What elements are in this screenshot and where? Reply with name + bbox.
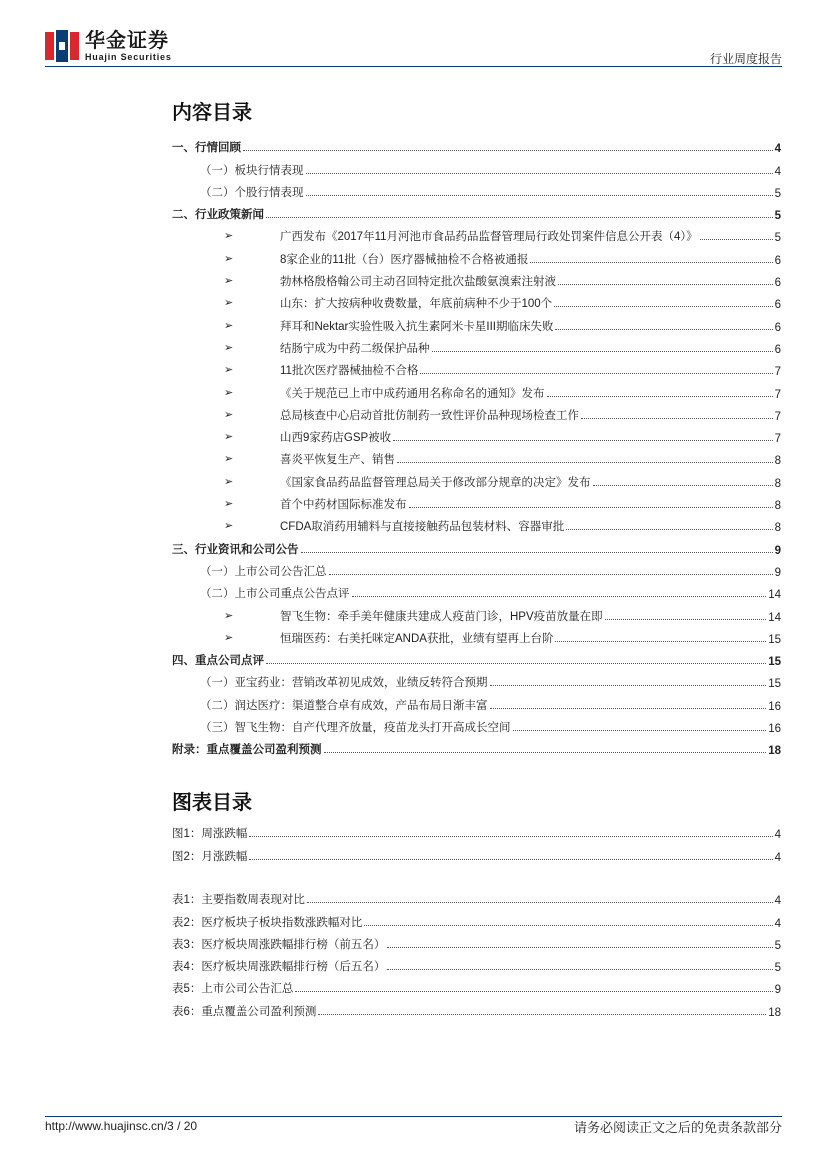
toc-entry-text: 总局核查中心启动首批仿制药一致性评价品种现场检查工作: [280, 409, 579, 422]
dot-leader: [605, 619, 767, 620]
logo-chinese-name: 华金证券: [85, 30, 169, 52]
logo-english-name: Huajin Securities: [85, 52, 172, 62]
toc-page-number: 6: [774, 277, 781, 290]
toc-entry[interactable]: [172, 445, 781, 467]
table-entry-page-number: 4: [774, 917, 781, 930]
toc-entry-text: （一）上市公司公告汇总: [200, 565, 327, 578]
toc-page-number: 18: [768, 745, 781, 758]
toc-entry-text: （二）个股行情表现: [200, 186, 304, 199]
toc-page-number: 15: [768, 633, 781, 646]
dot-leader: [266, 217, 773, 218]
toc-entry-text: 11批次医疗器械抽检不合格: [280, 365, 419, 378]
toc-entry-text: 拜耳和Nektar实验性吸入抗生素阿米卡星III期临床失败: [280, 320, 554, 333]
arrow-bullet-icon: ➢: [224, 341, 234, 354]
toc-entry[interactable]: [172, 222, 781, 244]
figure-entry-page-number: 4: [774, 829, 781, 842]
toc-entry[interactable]: [172, 133, 781, 155]
toc-page-number: 16: [768, 723, 781, 736]
toc-entry[interactable]: [172, 646, 781, 668]
table-entry-text: 表1：主要指数周表现对比: [172, 894, 305, 907]
toc-entry-text: 勃林格殷格翰公司主动召回特定批次盐酸氨溴索注射液: [280, 276, 556, 289]
toc-page-number: 7: [774, 410, 781, 423]
figure-entry[interactable]: [172, 841, 781, 863]
toc-page-number: 6: [774, 321, 781, 334]
arrow-bullet-icon: ➢: [224, 498, 234, 511]
page-header: [45, 22, 782, 70]
toc-entry[interactable]: [172, 624, 781, 646]
dot-leader: [547, 396, 773, 397]
table-entry-page-number: 4: [774, 895, 781, 908]
table-entry[interactable]: [172, 952, 781, 974]
toc-entry[interactable]: [172, 668, 781, 690]
dot-leader: [324, 752, 767, 753]
dot-leader: [266, 663, 766, 664]
toc-page-number: 15: [768, 656, 781, 669]
table-entry-page-number: 5: [774, 962, 781, 975]
toc-page-number: 14: [768, 589, 781, 602]
arrow-bullet-icon: ➢: [224, 631, 234, 644]
dot-leader: [249, 859, 772, 860]
dot-leader: [420, 373, 772, 374]
header-divider: [45, 66, 782, 67]
dot-leader: [513, 730, 767, 731]
toc-page-number: 5: [774, 232, 781, 245]
toc-page-number: 8: [774, 455, 781, 468]
toc-entry-text: 结肠宁成为中药二级保护品种: [280, 342, 430, 355]
toc-entry-text: （二）上市公司重点公告点评: [200, 588, 350, 601]
toc-entry[interactable]: [172, 690, 781, 712]
dot-leader: [387, 947, 772, 948]
toc-entry-text: （一）亚宝药业：营销改革初见成效，业绩反转符合预期: [200, 677, 488, 690]
dot-leader: [307, 902, 773, 903]
toc-page-number: 8: [774, 500, 781, 513]
toc-entry-text: （二）润达医疗：渠道整合卓有成效，产品布局日渐丰富: [200, 699, 488, 712]
dot-leader: [352, 596, 767, 597]
toc-page-number: 4: [774, 165, 781, 178]
toc-entry-text: 一、行情回顾: [172, 142, 241, 155]
arrow-bullet-icon: ➢: [224, 408, 234, 421]
toc-entry[interactable]: [172, 401, 781, 423]
arrow-bullet-icon: ➢: [224, 609, 234, 622]
dot-leader: [397, 462, 773, 463]
toc-entry-text: 恒瑞医药：右美托咪定ANDA获批，业绩有望再上台阶: [280, 632, 554, 645]
dot-leader: [432, 351, 773, 352]
dot-leader: [566, 529, 772, 530]
arrow-bullet-icon: ➢: [224, 230, 234, 243]
toc-entry-text: 三、行业资讯和公司公告: [172, 543, 299, 556]
table-entry-page-number: 18: [768, 1006, 781, 1019]
arrow-bullet-icon: ➢: [224, 252, 234, 265]
table-of-contents: [172, 133, 781, 757]
arrow-bullet-icon: ➢: [224, 364, 234, 377]
table-entry[interactable]: [172, 907, 781, 929]
toc-entry[interactable]: [172, 423, 781, 445]
table-entry[interactable]: [172, 974, 781, 996]
toc-entry[interactable]: [172, 557, 781, 579]
arrow-bullet-icon: ➢: [224, 386, 234, 399]
table-entry-text: 表3：医疗板块周涨跌幅排行榜（前五名）: [172, 938, 386, 951]
table-entry-page-number: 5: [774, 939, 781, 952]
toc-entry[interactable]: [172, 512, 781, 534]
dot-leader: [318, 1014, 766, 1015]
toc-entry-text: （三）智飞生物：自产代理齐放量，疫苗龙头打开高成长空间: [200, 722, 511, 735]
toc-page-number: 15: [768, 678, 781, 691]
toc-entry-text: CFDA取消药用辅料与直接接触药品包装材料、容器审批: [280, 521, 565, 534]
figure-list: [172, 819, 781, 864]
toc-entry[interactable]: [172, 467, 781, 489]
toc-page-number: 9: [774, 544, 781, 557]
toc-entry[interactable]: [172, 267, 781, 289]
dot-leader: [329, 574, 773, 575]
footer-disclaimer: 请务必阅读正文之后的免责条款部分: [573, 1120, 782, 1135]
toc-entry[interactable]: [172, 378, 781, 400]
toc-entry[interactable]: [172, 200, 781, 222]
figure-entry-text: 图2：月涨跌幅: [172, 850, 248, 863]
toc-entry-text: 山东：扩大按病种收费数量，年底前病种不少于100个: [280, 298, 553, 311]
figure-entry-page-number: 4: [774, 851, 781, 864]
dot-leader: [530, 262, 772, 263]
dot-leader: [554, 306, 772, 307]
toc-entry[interactable]: [172, 713, 781, 735]
figure-entry-text: 图1：周涨跌幅: [172, 828, 248, 841]
dot-leader: [393, 440, 772, 441]
toc-entry-text: 首个中药材国际标准发布: [280, 499, 407, 512]
toc-entry[interactable]: [172, 490, 781, 512]
dot-leader: [581, 418, 773, 419]
toc-entry[interactable]: [172, 334, 781, 356]
dot-leader: [243, 150, 773, 151]
dot-leader: [700, 239, 773, 240]
toc-page-number: 4: [774, 143, 781, 156]
dot-leader: [301, 552, 773, 553]
arrow-bullet-icon: ➢: [224, 431, 234, 444]
toc-entry-text: 《国家食品药品监督管理总局关于修改部分规章的决定》发布: [280, 476, 591, 489]
dot-leader: [409, 507, 773, 508]
toc-entry-text: 喜炎平恢复生产、销售: [280, 454, 395, 467]
toc-entry-text: 山西9家药店GSP被收: [280, 432, 392, 445]
toc-page-number: 7: [774, 366, 781, 379]
dot-leader: [364, 925, 772, 926]
toc-entry[interactable]: [172, 178, 781, 200]
toc-page-number: 6: [774, 299, 781, 312]
table-list: [172, 885, 781, 1019]
table-entry[interactable]: [172, 930, 781, 952]
toc-entry-text: （一）板块行情表现: [200, 164, 304, 177]
table-entry-text: 表2：医疗板块子板块指数涨跌幅对比: [172, 916, 363, 929]
dot-leader: [555, 329, 772, 330]
toc-page-number: 16: [768, 700, 781, 713]
toc-page-number: 5: [774, 210, 781, 223]
toc-entry[interactable]: [172, 244, 781, 266]
toc-page-number: 8: [774, 522, 781, 535]
dot-leader: [490, 685, 767, 686]
toc-entry-text: 《关于规范已上市中成药通用名称命名的通知》发布: [280, 387, 545, 400]
dot-leader: [490, 708, 767, 709]
toc-page-number: 7: [774, 388, 781, 401]
toc-entry[interactable]: [172, 601, 781, 623]
dot-leader: [306, 195, 773, 196]
arrow-bullet-icon: ➢: [224, 275, 234, 288]
figures-toc-title: 图表目录: [172, 790, 252, 814]
toc-page-number: 6: [774, 343, 781, 356]
toc-page-number: 8: [774, 477, 781, 490]
table-entry-text: 表4：医疗板块周涨跌幅排行榜（后五名）: [172, 961, 386, 974]
toc-entry-text: 附录：重点覆盖公司盈利预测: [172, 744, 322, 757]
dot-leader: [306, 173, 773, 174]
arrow-bullet-icon: ➢: [224, 319, 234, 332]
dot-leader: [249, 836, 772, 837]
arrow-bullet-icon: ➢: [224, 453, 234, 466]
arrow-bullet-icon: ➢: [224, 475, 234, 488]
toc-entry-text: 8家企业的11批（台）医疗器械抽检不合格被通报: [280, 253, 529, 266]
dot-leader: [387, 969, 772, 970]
toc-page-number: 6: [774, 254, 781, 267]
toc-entry[interactable]: [172, 311, 781, 333]
report-type-label: 行业周度报告: [709, 52, 782, 66]
toc-entry-text: 智飞生物：牵手美年健康共建成人疫苗门诊，HPV疫苗放量在即: [280, 610, 603, 623]
toc-entry[interactable]: [172, 534, 781, 556]
dot-leader: [558, 284, 773, 285]
figure-entry[interactable]: [172, 819, 781, 841]
toc-page-number: 9: [774, 566, 781, 579]
toc-page-number: 7: [774, 433, 781, 446]
toc-entry[interactable]: [172, 289, 781, 311]
table-entry-text: 表5：上市公司公告汇总: [172, 983, 294, 996]
huajin-logo: [45, 30, 172, 62]
arrow-bullet-icon: ➢: [224, 297, 234, 310]
footer-url-page[interactable]: http://www.huajinsc.cn/3 / 20: [45, 1119, 198, 1133]
huajin-logo-icon: [45, 30, 79, 62]
dot-leader: [593, 485, 773, 486]
dot-leader: [555, 641, 766, 642]
table-entry-text: 表6：重点覆盖公司盈利预测: [172, 1005, 317, 1018]
toc-entry-text: 广西发布《2017年11月河池市食品药品监督管理局行政处罚案件信息公开表（4）》: [280, 231, 698, 244]
table-entry[interactable]: [172, 885, 781, 907]
toc-entry-text: 四、重点公司点评: [172, 655, 264, 668]
table-entry-page-number: 9: [774, 984, 781, 997]
toc-entry[interactable]: [172, 356, 781, 378]
toc-page-number: 5: [774, 187, 781, 200]
dot-leader: [295, 991, 772, 992]
toc-entry[interactable]: [172, 735, 781, 757]
toc-entry-text: 二、行业政策新闻: [172, 209, 264, 222]
toc-title: 内容目录: [172, 100, 252, 124]
arrow-bullet-icon: ➢: [224, 520, 234, 533]
toc-entry[interactable]: [172, 579, 781, 601]
toc-page-number: 14: [768, 611, 781, 624]
table-entry[interactable]: [172, 996, 781, 1018]
toc-entry[interactable]: [172, 155, 781, 177]
